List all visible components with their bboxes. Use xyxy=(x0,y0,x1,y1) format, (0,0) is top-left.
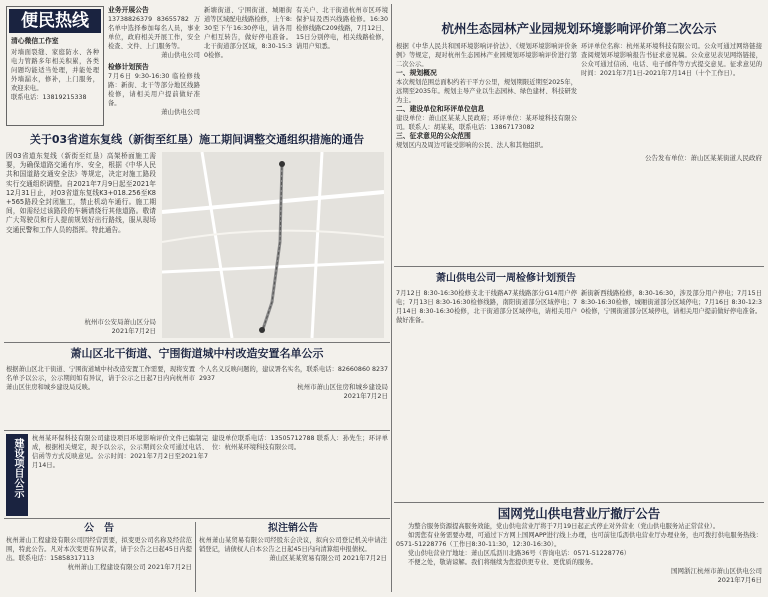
cancel-notice xyxy=(199,522,387,592)
cancel-body: 杭州萧山某贸易有限公司经股东会决议，拟向公司登记机关申请注销登记，请债权人自本公告之日起45日内向清算组申报债权。 xyxy=(199,537,387,553)
hall-notice-title: 国网党山供电营业厅撤厅公告 xyxy=(497,506,661,521)
village-body-2: 个人名义反映问题的，建议署名实名，联系电话：82660860 82372937 xyxy=(199,366,388,382)
announcement-body: 杭州萧山工程建设有限公司因经营需要，拟变更公司名称及经营范围，特此公告。凡对本次变更有异议者，请于公告之日起45日内提出。联系电话：15858317113 xyxy=(6,537,192,562)
power-col-1: 7月12日 8:30-16:30检修支北干线路A7某线路部分G14用户停电；7月13日 8:30-16:30检修线路，南阳街道部分区域停电；7月14日 8:30-16:30检修，北干街道部分区域停电，请相关用户做好准备。 xyxy=(396,290,577,324)
hall-p1: 为整合服务资源提高服务效能，党山供电营业厅将于7月19日起正式停止对外营业（党山供电服务站正常营业）。 xyxy=(408,523,720,530)
announcement-sign-name: 杭州萧山工程建设有限公司 xyxy=(67,563,146,571)
cancel-notice-title: 拟注销公告 xyxy=(268,523,318,534)
eco-s1: 本次规划范围总面积约若干平方公里，规划期限近期至2025年，远期至2035年。规划主导产业以生态园林、绿色建材、科技研发为主。 xyxy=(396,79,577,104)
hall-p2: 如需您有业务需要办理，可通过下方网上国网APP进行线上办理，也可前往瓜沥供电营业厅办理业务，也可拨打供电服务热线：0571-51228776（工作日8:30-11:30，12:30-16:30）。 xyxy=(396,532,762,548)
eco-s2-title: 二、建设单位和环评单位信息 xyxy=(396,105,485,113)
cancel-sign xyxy=(199,554,387,563)
village-body: 根据萧山区北干街道、宁围街道城中村改造安置工作需要，现将安置名单予以公示，公示期间如有异议，请于公示之日起7日内向杭州市萧山区住房和城乡建设局反映。 xyxy=(6,366,195,391)
hotline-body: 对墙面裂缝、家庭防水、各种电力管路多年相关积累，各类问题均能适当处理，并能处理外墙漏水，修补，上门服务，欢迎来电。 xyxy=(11,49,99,92)
hotline-title: 便民热线 xyxy=(9,9,101,33)
announcement-sign xyxy=(6,563,192,572)
hotline-box xyxy=(6,6,104,126)
project-body-2: 建设单位联系电话：13505712788 联系人：孙先生；环评单位：杭州某环境科技有限公司。 xyxy=(212,435,388,451)
hall-sign: 国网浙江杭州市萧山区供电公司 xyxy=(671,567,762,575)
cancel-date: 2021年7月2日 xyxy=(342,554,387,562)
road-body: 因03省道东复线（新街至红垦）高架桥面施工需要，为确保道路交通有序、安全，根据《中华人民共和国道路交通安全法》等规定，决定对施工路段实行交通组织调整。自2021年7月9日起至2021年12月31日止，对03省道东复线K3+018.256至K8+565路段全封闭施工，禁止机动车通行。施工期间，如需经过该路段的车辆请绕行其他道路。敬请广大驾驶员和行人提前规划好出行路线，服从现场交通民警和工作人员的指挥。特此通告。 xyxy=(6,152,156,234)
village-date: 2021年7月2日 xyxy=(343,392,388,400)
announcement-date: 2021年7月2日 xyxy=(147,563,192,571)
road-map xyxy=(162,152,384,338)
notice-2-body: 7月6日 9:30-16:30 临检修线路：新街、北干等部分地区线路检修，请相关用户提前做好准备。 xyxy=(108,73,200,107)
divider-h-left-1 xyxy=(4,342,390,343)
map-image xyxy=(162,152,384,338)
village-notice xyxy=(6,346,388,426)
road-notice xyxy=(6,132,388,340)
top-col-4 xyxy=(296,6,388,126)
notice-1-body: 13738826379 83655782 万名单中选择参加每名人员，事业单位，政府相关开展工作，安全检查、文件、上门服务等。 xyxy=(108,16,200,50)
hall-p4: 不便之处，敬请谅解。我们将继续为您提供更专业、更优质的服务。 xyxy=(408,559,597,566)
project-notice xyxy=(32,434,388,516)
road-sign-1: 杭州市公安局萧山区分局 xyxy=(84,318,156,326)
eco-sign: 公告发布单位：萧山区某某街道人民政府 xyxy=(645,154,762,162)
eco-notice xyxy=(396,20,762,262)
road-sign-2: 2021年7月2日 xyxy=(111,327,156,335)
eco-s2: 建设单位：萧山区某某人民政府；环评单位：某环境科技有限公司。联系人：胡某某，联系电话：13867173082 xyxy=(396,115,577,131)
power-plan-title: 萧山供电公司一周检修计划预告 xyxy=(436,273,576,284)
notice-1-sign: 萧山供电公司 xyxy=(161,51,200,59)
notice-1-title: 业务开展公告 xyxy=(108,6,149,14)
power-plan xyxy=(396,272,762,500)
hall-date: 2021年7月6日 xyxy=(717,576,762,584)
power-col-2: 新街新西线路检修，8:30-16:30，涉及部分用户停电；7月15日 8:30-16:30检修，城厢街道部分区域停电；7月16日 8:30-12:30检修，宁围街道部分区域停电，请相关用户提前做好停电准备。 xyxy=(581,290,762,315)
divider-h-right-2 xyxy=(394,502,764,503)
top-col-3-text: 新塘街道、宁围街道、城厢街道等区域配电线路检修，上午8:30至下午16:30停电，请各用户相互转告，做好停电准备。北干街道部分区域，8:30-15:30检修。 xyxy=(204,7,292,59)
announcement xyxy=(6,522,192,592)
notice-2-title: 检修计划预告 xyxy=(108,63,149,71)
top-col-4-text: 有关户、北干街道杭州市区环境保护局及西兴线路检修。16:30检修线路C209线路，7月12日、15日分别停电，相关线路检修，请用户知悉。 xyxy=(296,7,388,50)
village-notice-title: 萧山区北干街道、宁围街道城中村改造安置名单公示 xyxy=(70,347,324,360)
hotline-phone: 联系电话：13819215338 xyxy=(11,94,87,101)
eco-right: 环评单位名称：杭州某环境科技有限公司。公众可通过网络链接查阅规划环境影响报告书征求意见稿。公众意见表见网络链接，公众可通过信函、电话、电子邮件等方式提交意见。征求意见的时间：2021年7月1日-2021年7月14日（十个工作日）。 xyxy=(581,43,762,77)
eco-s3-title: 三、征求意见的公众范围 xyxy=(396,132,471,140)
notice-2-sign: 萧山供电公司 xyxy=(161,108,200,116)
eco-notice-title: 杭州生态园林产业园规划环境影响评价第二次公示 xyxy=(441,21,717,36)
village-sign: 杭州市萧山区住房和城乡建设局 xyxy=(297,383,388,391)
divider-h-right-1 xyxy=(394,266,764,267)
cancel-sign-name: 萧山区某某贸易有限公司 xyxy=(269,554,341,562)
divider-h-left-3 xyxy=(4,518,390,519)
announcement-title: 公 告 xyxy=(84,523,114,534)
divider-h-left-2 xyxy=(4,430,390,431)
eco-s3: 规划区内及周边可能受影响的公民、法人和其他组织。 xyxy=(396,142,548,149)
road-notice-title: 关于03省道东复线（新街至红垦）施工期间调整交通组织措施的通告 xyxy=(29,133,365,146)
hall-notice xyxy=(396,506,762,594)
eco-intro: 根据《中华人民共和国环境影响评价法》、《规划环境影响评价条例》等规定，现对杭州生态园林产业园规划环境影响评价进行第二次公示。 xyxy=(396,43,577,68)
project-body: 杭州某环保科技有限公司建设项目环境影响评价文件已编制完成，根据相关规定，现予以公示，公示期间公众可通过电话、信函等方式反映意见。公示时间：2021年7月2日至2021年7月14日。 xyxy=(32,435,208,469)
project-side-label-text: 建设项目公示 xyxy=(12,438,23,498)
small-notices xyxy=(108,6,200,126)
divider-v-main xyxy=(391,4,392,592)
divider-v-bottom xyxy=(195,522,196,592)
hall-p3: 党山供电营业厅地址：萧山区瓜沥川北路36号（咨询电话：0571-51228776） xyxy=(408,550,631,557)
hotline-subtitle: 清心微信工作室 xyxy=(11,37,59,45)
project-side-label xyxy=(6,434,28,516)
eco-s1-title: 一、规划概况 xyxy=(396,69,437,77)
top-col-3 xyxy=(204,6,292,126)
